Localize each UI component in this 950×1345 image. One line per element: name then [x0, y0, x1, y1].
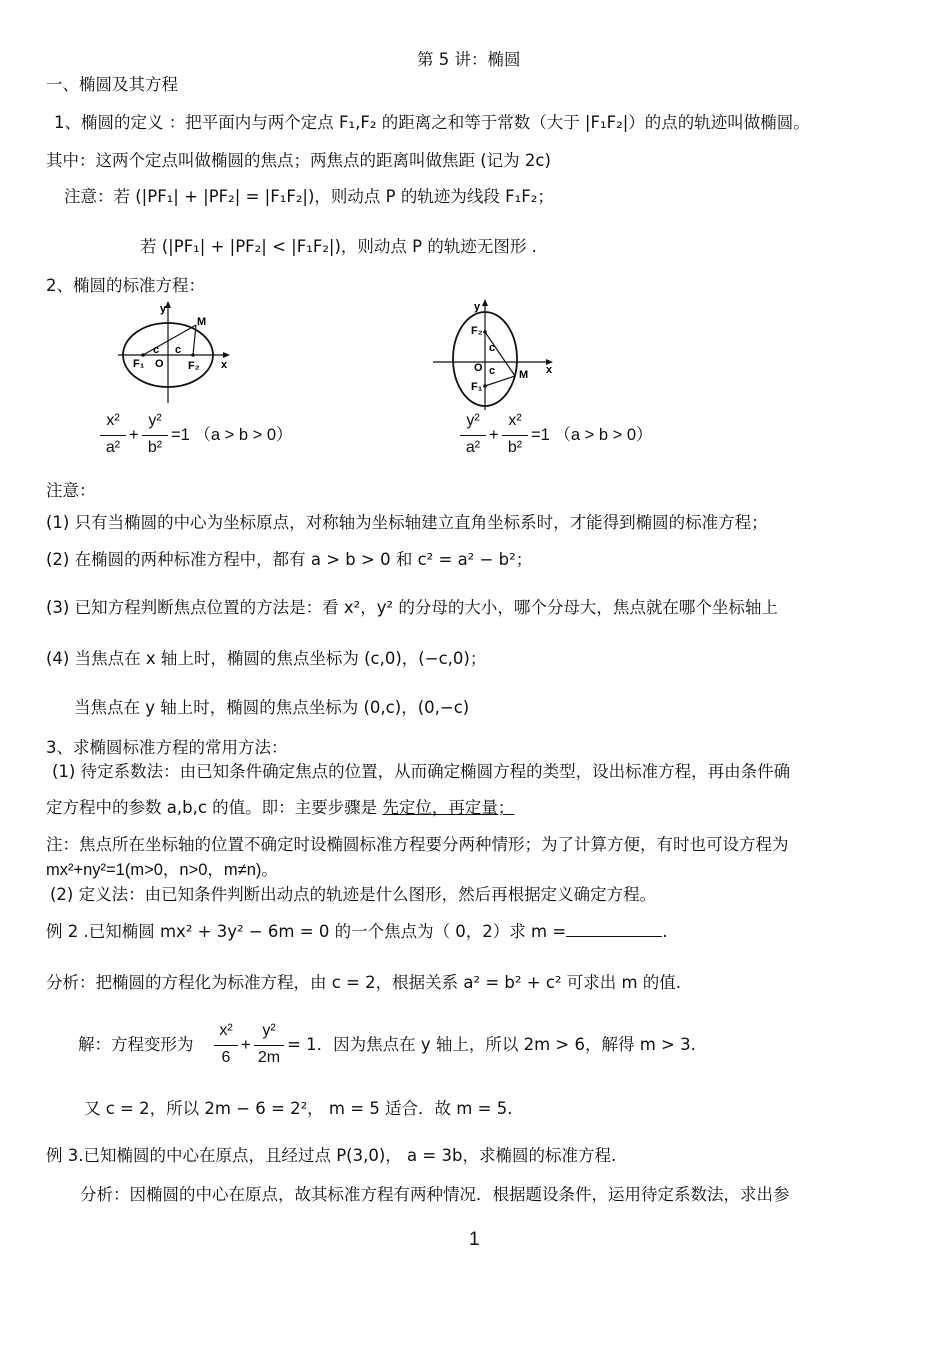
- label-f1: F₁: [471, 381, 483, 393]
- method-note-line-a: 注：焦点所在坐标轴的位置不确定时设椭圆标准方程要分两种情形；为了计算方便，有时也可设方程为: [46, 835, 789, 854]
- label-f1: F₁: [133, 358, 145, 370]
- solution-rest: = 1．因为焦点在 y 轴上，所以 2m > 6，解得 m > 3.: [287, 1035, 696, 1054]
- focus-paragraph: 其中：这两个定点叫做椭圆的焦点；两焦点的距离叫做焦距 (记为 2c): [46, 151, 551, 170]
- label-x: x: [221, 359, 228, 371]
- label-x: x: [546, 364, 553, 376]
- example-2-question: 例 2 .已知椭圆 mx² + 3y² − 6m = 0 的一个焦点为（ 0，2）求 m = .: [46, 922, 668, 941]
- note-item-1: (1) 只有当椭圆的中心为坐标原点，对称轴为坐标轴建立直角坐标系时，才能得到椭圆的标准方程；: [46, 513, 768, 532]
- note-item-2: (2) 在椭圆的两种标准方程中，都有 a > b > 0 和 c² = a² − b²；: [46, 550, 533, 569]
- vertical-ellipse-diagram: [428, 296, 568, 412]
- equation-rhs: =1 （a > b > 0）: [531, 426, 653, 444]
- label-c-1: c: [153, 344, 160, 356]
- label-c-1: c: [489, 342, 496, 354]
- method-1-line-b: 定方程中的参数 a,b,c 的值。即：主要步骤是 先定位，再定量；: [46, 798, 515, 817]
- x-axis-arrow: [223, 352, 230, 358]
- page-title: 第 5 讲：椭圆: [417, 50, 521, 69]
- method-2-line: (2) 定义法：由已知条件判断出动点的轨迹是什么图形，然后再根据定义确定方程。: [50, 885, 657, 904]
- document-page: 第 5 讲：椭圆 一、椭圆及其方程 1、椭圆的定义 ：把平面内与两个定点 F₁,F₂ 的距离之和等于常数（大于 |F₁F₂|）的点的轨迹叫做椭圆。 其中：这两个定点叫做椭圆的焦点；两焦点的距离叫做焦距 (记为 2c) 注意：若 (|PF₁| + |PF₂| = |F₁F₂|)，则动点 P 的轨迹为线段 F₁F₂； 若 (|PF₁| + |PF₂| < |F₁F₂|)，则动点 P 的轨迹无图形 . 2、椭圆的标准方程： y x M F₁ F₂ O c c y x M F₂ F₁ O c c x² a² + y² b² =1 （a > b > 0） y² a² + x² b² =1 （a > b > 0） 注意： (1) 只有当椭圆的中心为坐标原点，对称轴为坐标轴建立直角坐标系时，才能得到椭圆的标准方程； (2) 在椭圆的两种标准方程中，都有 a > b > 0 和 c² = a² − b²； (3) 已知方程判断焦点位置的方法是：看 x²，y² 的分母的大小，哪个分母大，焦点就在哪个坐标轴上 (4) 当焦点在 x 轴上时，椭圆的焦点坐标为 (c,0)，(−c,0)； 当焦点在 y 轴上时，椭圆的焦点坐标为 (0,c)，(0,−c) 3、求椭圆标准方程的常用方法： (1) 待定系数法：由已知条件确定焦点的位置，从而确定椭圆方程的类型，设出标准方程，再由条件确 定方程中的参数 a,b,c 的值。即：主要步骤是 先定位，再定量； 注：焦点所在坐标轴的位置不确定时设椭圆标准方程要分两种情形；为了计算方便，有时也可设方程为 mx²+ny²=1(m>0，n>0，m≠n)。 (2) 定义法：由已知条件判断出动点的轨迹是什么图形，然后再根据定义确定方程。 例 2 .已知椭圆 mx² + 3y² − 6m = 0 的一个焦点为（ 0，2）求 m = . 分析：把椭圆的方程化为标准方程，由 c = 2，根据关系 a² = b² + c² 可求出 m 的值. 解：方程变形为 x² 6 + y² 2m = 1．因为焦点在 y 轴上，所以 2m > 6，解得 m > 3. 又 c = 2，所以 2m − 6 = 2²， m = 5 适合．故 m = 5. 例 3.已知椭圆的中心在原点，且经过点 P(3,0)， a = 3b，求椭圆的标准方程. 分析：因椭圆的中心在原点，故其标准方程有两种情况．根据题设条件，运用待定系数法，求出参 1: [46, 50, 810, 1250]
- notes-heading: 注意：: [46, 481, 96, 500]
- label-m: M: [197, 316, 207, 328]
- note-line-2: 若 (|PF₁| + |PF₂| < |F₁F₂|)，则动点 P 的轨迹无图形 .: [140, 237, 537, 256]
- label-y: y: [160, 303, 167, 315]
- label-c-2: c: [489, 365, 496, 377]
- y-axis-arrow: [482, 299, 488, 306]
- solution-intro: 解：方程变形为: [78, 1035, 194, 1054]
- fraction-y-over-b: y² b²: [142, 410, 168, 462]
- solution-conclusion: 又 c = 2，所以 2m − 6 = 2²， m = 5 适合．故 m = 5.: [84, 1099, 513, 1118]
- example-3-question: 例 3.已知椭圆的中心在原点，且经过点 P(3,0)， a = 3b，求椭圆的标准方程.: [46, 1146, 617, 1165]
- example-3-analysis: 分析：因椭圆的中心在原点，故其标准方程有两种情况．根据题设条件，运用待定系数法，求出参: [80, 1185, 790, 1204]
- page-number: 1: [469, 1229, 480, 1250]
- section-heading-1: 一、椭圆及其方程: [46, 75, 178, 94]
- note-item-4: (4) 当焦点在 x 轴上时，椭圆的焦点坐标为 (c,0)，(−c,0)；: [46, 649, 487, 668]
- label-origin: O: [474, 362, 483, 374]
- section-heading-2: 2、椭圆的标准方程：: [46, 276, 205, 295]
- note-line-1: 注意：若 (|PF₁| + |PF₂| = |F₁F₂|)，则动点 P 的轨迹为线段 F₁F₂；: [64, 187, 554, 206]
- label-f2: F₂: [471, 325, 483, 337]
- answer-blank: [566, 922, 662, 937]
- section-heading-3: 3、求椭圆标准方程的常用方法：: [46, 738, 288, 757]
- fraction-x-over-a: x² a²: [100, 410, 126, 462]
- key-steps-underlined: 先定位，再定量；: [382, 798, 515, 817]
- label-y: y: [474, 301, 481, 313]
- fraction-x-over-6: x² 6: [214, 1020, 238, 1072]
- label-f2: F₂: [188, 360, 200, 372]
- horizontal-ellipse-diagram: [110, 298, 240, 408]
- method-1-line-a: (1) 待定系数法：由已知条件确定焦点的位置，从而确定椭圆方程的类型，设出标准方程，再由条件确: [52, 762, 791, 781]
- fraction-y-over-2m: y² 2m: [254, 1020, 284, 1072]
- fraction-y-over-a: y² a²: [460, 410, 486, 462]
- note-item-3: (3) 已知方程判断焦点位置的方法是：看 x²，y² 的分母的大小，哪个分母大，焦点就在哪个坐标轴上: [46, 598, 778, 617]
- label-origin: O: [155, 358, 164, 370]
- equation-rhs: =1 （a > b > 0）: [171, 426, 293, 444]
- segment-f1-m: [143, 325, 196, 355]
- example-2-analysis: 分析：把椭圆的方程化为标准方程，由 c = 2，根据关系 a² = b² + c² 可求出 m 的值.: [46, 973, 682, 992]
- fraction-x-over-b: x² b²: [502, 410, 528, 462]
- label-m: M: [519, 369, 529, 381]
- label-c-2: c: [175, 344, 182, 356]
- method-note-line-b: mx²+ny²=1(m>0，n>0，m≠n)。: [46, 861, 278, 879]
- note-item-4b: 当焦点在 y 轴上时，椭圆的焦点坐标为 (0,c)，(0,−c): [74, 698, 470, 717]
- definition-paragraph: 1、椭圆的定义 ：把平面内与两个定点 F₁,F₂ 的距离之和等于常数（大于 |F₁F₂|）的点的轨迹叫做椭圆。: [54, 113, 810, 132]
- segment-f1-m: [485, 376, 515, 386]
